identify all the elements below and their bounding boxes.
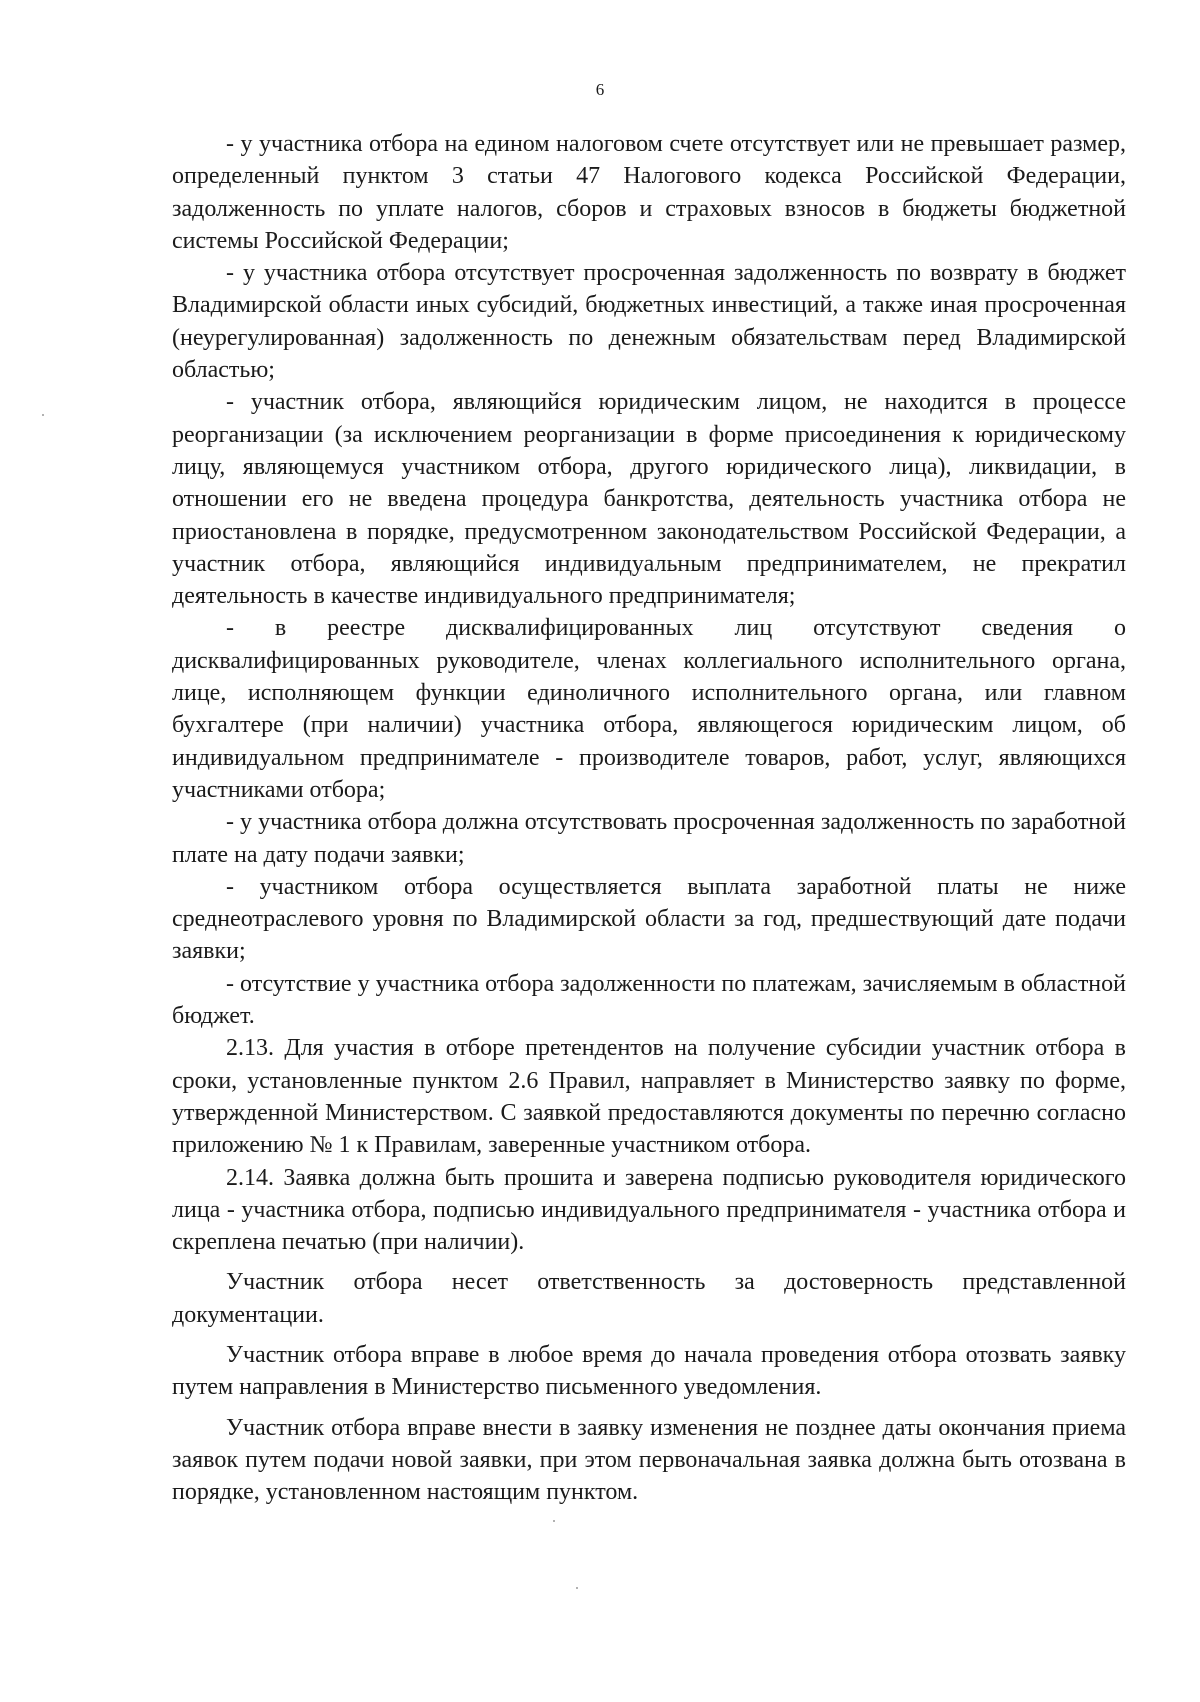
page-number: 6 — [595, 80, 605, 99]
paragraph-regional-budget-debt: - отсутствие у участника отбора задолженности по платежам, зачисляемым в областной бюджет. — [172, 970, 1126, 1030]
paragraph-2-13: 2.13. Для участия в отборе претендентов на получение субсидии участник отбора в сроки, установленные пунктом 2.6 Правил, направляет в Министерство заявку по форме, утвержденной Министерством. С заявкой предоставляются документы по перечню согласно приложению № 1 к Правилам, заверенные участником отбора. — [172, 1035, 1126, 1159]
scan-speck — [42, 414, 44, 416]
document-body — [172, 128, 1126, 1508]
paragraph-withdraw-application: Участник отбора вправе в любое время до начала проведения отбора отозвать заявку путем направления в Министерство письменного уведомления. — [172, 1341, 1126, 1401]
paragraph-tax-debt: - у участника отбора на едином налоговом счете отсутствует или не превышает размер, определенный пунктом 3 статьи 47 Налогового кодекса Российской Федерации, задолженность по уплате налогов, сборов и страховых взносов в бюджеты бюджетной системы Российской Федерации; — [172, 131, 1126, 254]
paragraph-salary-level: - участником отбора осуществляется выплата заработной платы не ниже среднеотраслевого уровня по Владимирской области за год, предшествующий дате подачи заявки; — [172, 873, 1126, 965]
paragraph-disqualified-registry: - в реестре дисквалифицированных лиц отсутствуют сведения о дисквалифицированных руководителе, членах коллегиального исполнительного органа, лице, исполняющем функции единоличного исполнительного органа, или главном бухгалтере (при наличии) участника отбора, являющегося юридическим лицом, об индивидуальном предпринимателе - производителе товаров, работ, услуг, являющихся участниками отбора; — [172, 615, 1126, 803]
paragraph-2-14: 2.14. Заявка должна быть прошита и заверена подписью руководителя юридического лица - участника отбора, подписью индивидуального предпринимателя - участника отбора и скреплена печатью (при наличии). — [172, 1164, 1126, 1256]
paragraph-reorganization: - участник отбора, являющийся юридическим лицом, не находится в процессе реорганизации (за исключением реорганизации в форме присоединения к юридическому лицу, являющемуся участником отбора, другого юридического лица), ликвидации, в отношении его не введена процедура банкротства, деятельность участника отбора не приостановлена в порядке, предусмотренном законодательством Российской Федерации, а участник отбора, являющийся индивидуальным предпринимателем, не прекратил деятельность в качестве индивидуального предпринимателя; — [172, 389, 1126, 610]
paragraph-responsibility: Участник отбора несет ответственность за достоверность представленной документации. — [172, 1269, 1126, 1328]
scan-speck — [576, 1587, 578, 1589]
paragraph-budget-debt: - у участника отбора отсутствует просроченная задолженность по возврату в бюджет Владимирской области иных субсидий, бюджетных инвестиций, а также иная просроченная (неурегулированная) задолженность по денежным обязательствам перед Владимирской областью; — [172, 260, 1126, 384]
scan-speck — [553, 1520, 555, 1522]
paragraph-salary-debt: - у участника отбора должна отсутствовать просроченная задолженность по заработной плате на дату подачи заявки; — [172, 809, 1126, 868]
paragraph-amend-application: Участник отбора вправе внести в заявку изменения не позднее даты окончания приема заявок путем подачи новой заявки, при этом первоначальная заявка должна быть отозвана в порядке, установленном настоящим пунктом. — [172, 1414, 1126, 1506]
